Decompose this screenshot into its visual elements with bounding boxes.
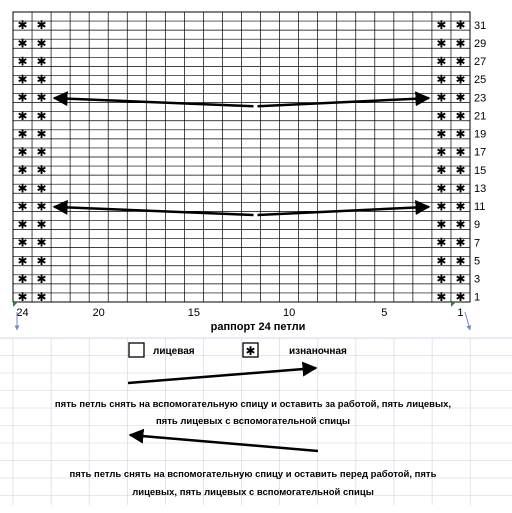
purl-stitch-symbol: ✱	[455, 36, 466, 51]
purl-stitch-symbol: ✱	[436, 72, 447, 87]
purl-stitch-symbol: ✱	[17, 163, 28, 178]
purl-stitch-symbol: ✱	[436, 163, 447, 178]
cross-arrow-left	[54, 98, 253, 106]
column-number-label: 24	[16, 307, 29, 319]
purl-stitch-symbol: ✱	[455, 72, 466, 87]
purl-stitch-symbol: ✱	[36, 126, 47, 141]
purl-stitch-symbol: ✱	[17, 145, 28, 160]
column-number-labels	[13, 302, 464, 319]
purl-stitch-symbol: ✱	[17, 271, 28, 286]
cross-arrow-right	[258, 207, 429, 215]
column-number-label: 5	[381, 307, 388, 319]
purl-stitch-symbol: ✱	[436, 217, 447, 232]
purl-stitch-symbol: ✱	[436, 199, 447, 214]
purl-stitch-symbol: ✱	[17, 72, 28, 87]
purl-stitch-symbol: ✱	[436, 235, 447, 250]
purl-stitch-symbol: ✱	[436, 54, 447, 69]
purl-stitch-symbol: ✱	[455, 145, 466, 160]
purl-stitch-symbol: ✱	[436, 181, 447, 196]
purl-stitch-symbol: ✱	[17, 18, 28, 33]
row-number-label: 11	[474, 201, 486, 214]
row-number-label: 25	[474, 74, 487, 87]
purl-stitch-symbol: ✱	[455, 108, 466, 123]
purl-stitch-symbol: ✱	[436, 145, 447, 160]
column-number-label: 1	[457, 307, 464, 319]
column-number-label: 10	[282, 307, 296, 319]
purl-stitch-symbol: ✱	[17, 36, 28, 51]
purl-stitch-symbol: ✱	[17, 126, 28, 141]
row-number-label: 7	[474, 237, 481, 250]
legend-knit-label: лицевая	[153, 346, 195, 357]
purl-stitch-symbol: ✱	[36, 54, 47, 69]
purl-stitch-symbol: ✱	[17, 54, 28, 69]
purl-stitch-symbol: ✱	[36, 108, 47, 123]
instruction-front-line2: лицевых, пять лицевых с вспомогательной спицы	[132, 487, 374, 498]
row-number-label: 5	[474, 255, 481, 268]
row-number-label: 19	[474, 128, 487, 141]
purl-stitch-symbol: ✱	[436, 253, 447, 268]
purl-stitch-symbol: ✱	[17, 199, 28, 214]
purl-stitch-symbol: ✱	[36, 72, 47, 87]
instruction-front-line1: пять петль снять на вспомогательную спицу и оставить перед работой, пять	[69, 469, 437, 480]
guide-line-right	[465, 312, 470, 330]
purl-stitch-symbol: ✱	[455, 217, 466, 232]
purl-stitch-symbol: ✱	[436, 290, 447, 305]
legend-knit-box	[129, 343, 144, 357]
purl-stitch-symbol: ✱	[455, 271, 466, 286]
instruction-behind-line1: пять петль снять на вспомогательную спицу и оставить за работой, пять лицевых,	[54, 399, 452, 410]
purl-stitch-symbol: ✱	[36, 290, 47, 305]
purl-stitch-symbol: ✱	[17, 90, 28, 105]
legend-purl-symbol: ✱	[245, 344, 256, 358]
cross-arrow-left	[54, 207, 253, 215]
purl-stitch-symbol: ✱	[36, 235, 47, 250]
column-marker	[451, 302, 456, 307]
row-number-label: 23	[474, 92, 487, 105]
column-number-label: 20	[92, 307, 105, 319]
column-number-label: 15	[187, 307, 201, 319]
knitting-chart-grid	[13, 12, 470, 305]
purl-stitch-symbol: ✱	[455, 290, 466, 305]
instruction-behind-arrow	[128, 368, 316, 383]
purl-stitch-symbol: ✱	[436, 126, 447, 141]
purl-stitch-symbol: ✱	[436, 108, 447, 123]
purl-stitch-symbol: ✱	[455, 163, 466, 178]
row-number-label: 3	[474, 273, 481, 286]
purl-stitch-symbol: ✱	[36, 253, 47, 268]
row-number-label: 17	[474, 146, 487, 159]
purl-stitch-symbol: ✱	[36, 18, 47, 33]
legend-purl-label: изнаночная	[289, 346, 347, 357]
purl-stitch-symbol: ✱	[36, 145, 47, 160]
purl-stitch-symbol: ✱	[36, 271, 47, 286]
instruction-behind-line2: пять лицевых с вспомогательной спицы	[155, 416, 351, 427]
purl-stitch-symbol: ✱	[36, 181, 47, 196]
cross-arrow-right	[258, 98, 429, 106]
purl-stitch-symbol: ✱	[17, 108, 28, 123]
purl-stitch-symbol: ✱	[17, 290, 28, 305]
purl-stitch-symbol: ✱	[455, 18, 466, 33]
row-number-label: 31	[474, 19, 487, 32]
purl-stitch-symbol: ✱	[36, 199, 47, 214]
purl-stitch-symbol: ✱	[17, 235, 28, 250]
purl-stitch-symbol: ✱	[455, 90, 466, 105]
purl-stitch-symbol: ✱	[455, 253, 466, 268]
purl-stitch-symbol: ✱	[455, 126, 466, 141]
row-number-label: 15	[474, 164, 487, 177]
purl-stitch-symbol: ✱	[36, 36, 47, 51]
row-number-label: 27	[474, 56, 487, 69]
purl-stitch-symbol: ✱	[436, 271, 447, 286]
purl-stitch-symbol: ✱	[17, 181, 28, 196]
purl-stitch-symbol: ✱	[36, 163, 47, 178]
purl-stitch-symbol: ✱	[436, 18, 447, 33]
repeat-caption: раппорт 24 петли	[210, 321, 306, 333]
row-number-label: 1	[474, 291, 481, 304]
row-number-label: 9	[474, 219, 481, 232]
purl-stitch-symbol: ✱	[455, 199, 466, 214]
purl-stitch-symbol: ✱	[455, 235, 466, 250]
row-number-label: 21	[474, 110, 487, 123]
purl-stitch-symbol: ✱	[36, 90, 47, 105]
purl-stitch-symbol: ✱	[455, 181, 466, 196]
purl-stitch-symbol: ✱	[455, 54, 466, 69]
purl-stitch-symbol: ✱	[436, 90, 447, 105]
purl-stitch-symbol: ✱	[17, 253, 28, 268]
purl-stitch-symbol: ✱	[36, 217, 47, 232]
row-number-labels	[474, 20, 486, 304]
row-number-label: 29	[474, 37, 487, 50]
row-number-label: 13	[474, 182, 487, 195]
purl-stitch-symbol: ✱	[17, 217, 28, 232]
purl-stitch-symbol: ✱	[436, 36, 447, 51]
